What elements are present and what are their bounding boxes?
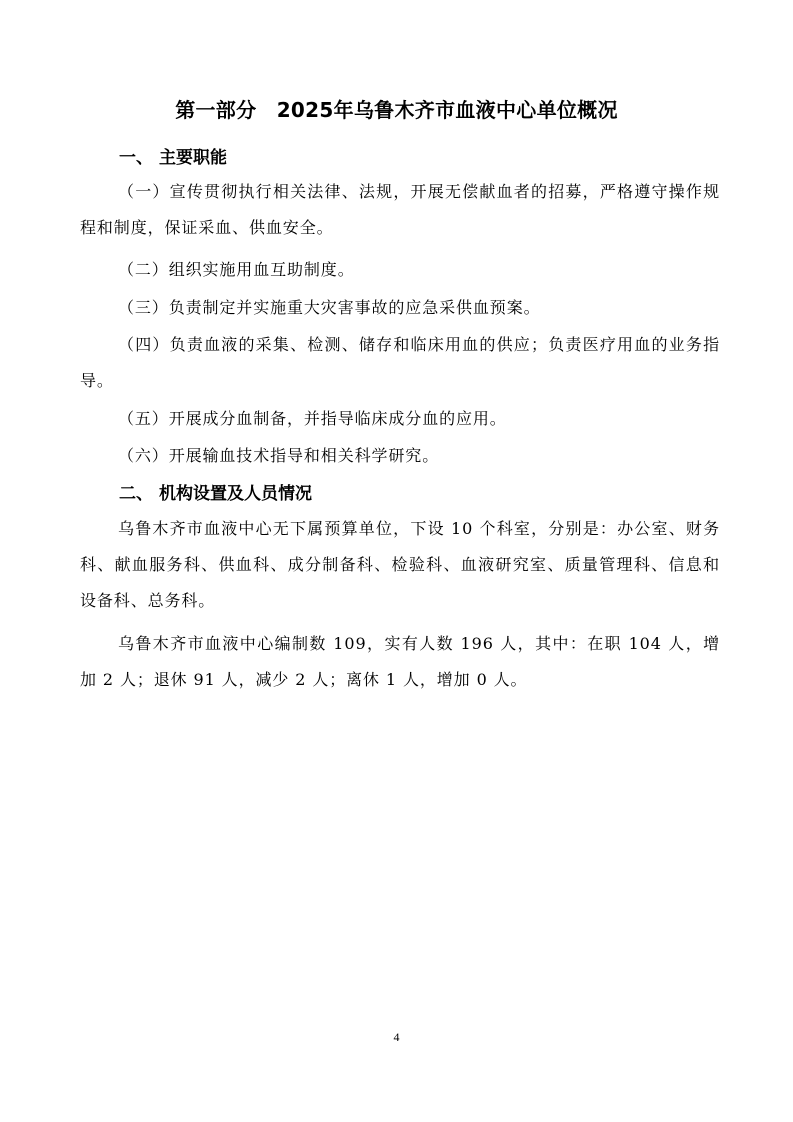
paragraph-staffing: 乌鲁木齐市血液中心编制数 109，实有人数 196 人，其中：在职 104 人，增加 2 人；退休 91 人，减少 2 人；离休 1 人，增加 0 人。 [80,634,720,689]
paragraph-function-1: （一）宣传贯彻执行相关法律、法规，开展无偿献血者的招募，严格遵守操作规程和制度，保证采血、供血安全。 [80,182,720,237]
section-heading-text: 机构设置及人员情况 [159,484,312,504]
section-heading-organization-staff [119,482,312,506]
paragraph-function-5: （五）开展成分血制备，并指导临床成分血的应用。 [118,409,507,428]
section-number: 一、 [119,148,153,168]
document-title: 第一部分 2025年乌鲁木齐市血液中心单位概况 [175,98,618,122]
section-heading-main-functions [119,146,227,170]
section-number: 二、 [119,484,153,504]
section-heading-text: 主要职能 [159,148,227,168]
page-number: 4 [393,1030,400,1044]
paragraph-function-3: （三）负责制定并实施重大灾害事故的应急采供血预案。 [118,298,541,317]
paragraph-function-6: （六）开展输血技术指导和相关科学研究。 [118,446,440,465]
paragraph-function-2: （二）组织实施用血互助制度。 [118,260,355,279]
paragraph-function-4: （四）负责血液的采集、检测、储存和临床用血的供应；负责医疗用血的业务指导。 [80,335,720,390]
paragraph-organization: 乌鲁木齐市血液中心无下属预算单位，下设 10 个科室，分别是：办公室、财务科、献血服务科、供血科、成分制备科、检验科、血液研究室、质量管理科、信息和设备科、总务科。 [80,519,720,610]
